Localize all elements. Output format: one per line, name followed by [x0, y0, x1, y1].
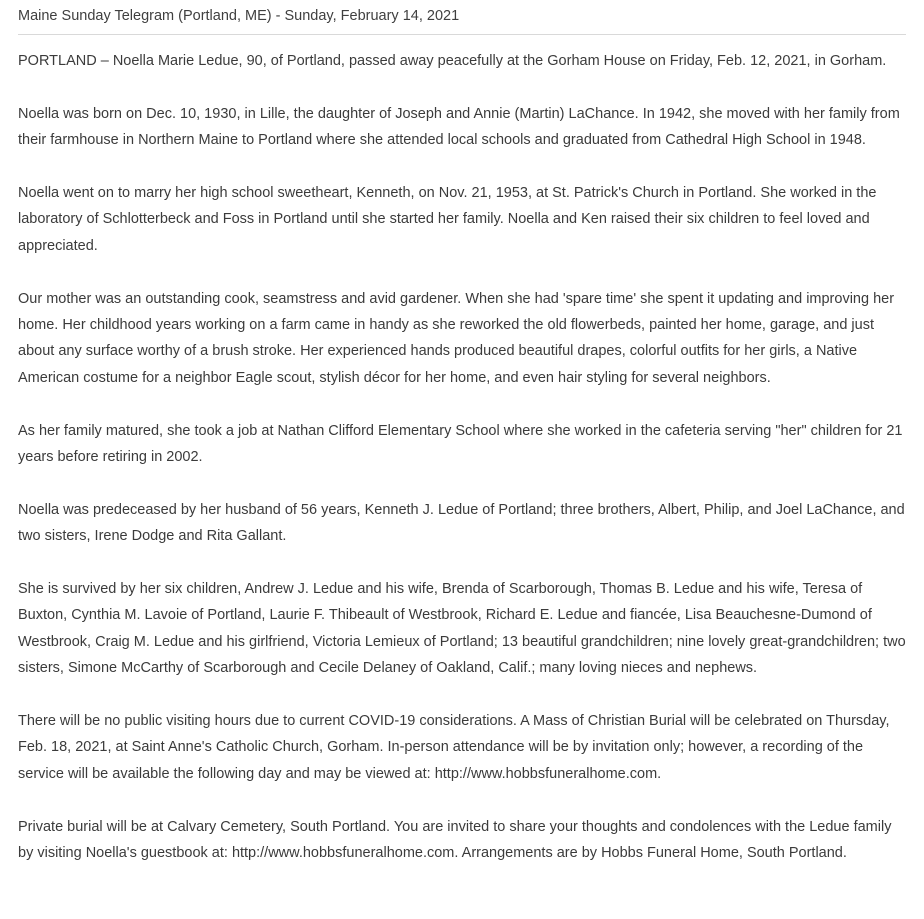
publication-source-line: Maine Sunday Telegram (Portland, ME) - Sunday, February 14, 2021 [18, 0, 906, 35]
paragraph-early-life: Noella was born on Dec. 10, 1930, in Lille, the daughter of Joseph and Annie (Martin) LaChance. In 1942, she moved with her family from their farmhouse in Northern Maine to Portland where she attended local schools and graduated from Cathedral High School in 1948. [18, 105, 900, 149]
paragraph-services: There will be no public visiting hours due to current COVID-19 considerations. A Mass of Christian Burial will be celebrated on Thursday, Feb. 18, 2021, at Saint Anne's Catholic Church, Gorham. In-person attendance will be by invitation only; however, a recording of the service will be available the following day and may be viewed at: http://www.hobbsfuneralhome.com. [18, 713, 890, 782]
paragraph-death-notice: PORTLAND – Noella Marie Ledue, 90, of Portland, passed away peacefully at the Gorham House on Friday, Feb. 12, 2021, in Gorham. [18, 53, 887, 69]
paragraph-survivors: She is survived by her six children, Andrew J. Ledue and his wife, Brenda of Scarborough, Thomas B. Ledue and his wife, Teresa of Buxton, Cynthia M. Lavoie of Portland, Laurie F. Thibeault of Westbrook, Richard E. Ledue and fiancée, Lisa Beauchesne-Dumond of Westbrook, Craig M. Ledue and his girlfriend, Victoria Lemieux of Portland; 13 beautiful grandchildren; nine lovely great-grandchildren; two sisters, Simone McCarthy of Scarborough and Cecile Delaney of Oakland, Calif.; many loving nieces and nephews. [18, 581, 906, 677]
paragraph-predeceased: Noella was predeceased by her husband of 56 years, Kenneth J. Ledue of Portland; three brothers, Albert, Philip, and Joel LaChance, and two sisters, Irene Dodge and Rita Gallant. [18, 501, 905, 545]
paragraph-career: As her family matured, she took a job at Nathan Clifford Elementary School where she worked in the cafeteria serving "her" children for 21 years before retiring in 2002. [18, 422, 903, 466]
paragraph-marriage: Noella went on to marry her high school sweetheart, Kenneth, on Nov. 21, 1953, at St. Patrick's Church in Portland. She worked in the laboratory of Schlotterbeck and Foss in Portland until she started her family. Noella and Ken raised their six children to feel loved and appreciated. [18, 185, 877, 254]
obituary-body [18, 35, 906, 866]
paragraph-burial: Private burial will be at Calvary Cemetery, South Portland. You are invited to share your thoughts and condolences with the Ledue family by visiting Noella's guestbook at: http://www.hobbsfuneralhome.com. Arrangements are by Hobbs Funeral Home, South Portland. [18, 818, 892, 862]
paragraph-homemaking: Our mother was an outstanding cook, seamstress and avid gardener. When she had 'spare time' she spent it updating and improving her home. Her childhood years working on a farm came in handy as she reworked the old flowerbeds, painted her home, garage, and just about any surface worthy of a brush stroke. Her experienced hands produced beautiful drapes, colorful outfits for her girls, a Native American costume for a neighbor Eagle scout, stylish décor for her home, and even hair styling for several neighbors. [18, 290, 895, 386]
